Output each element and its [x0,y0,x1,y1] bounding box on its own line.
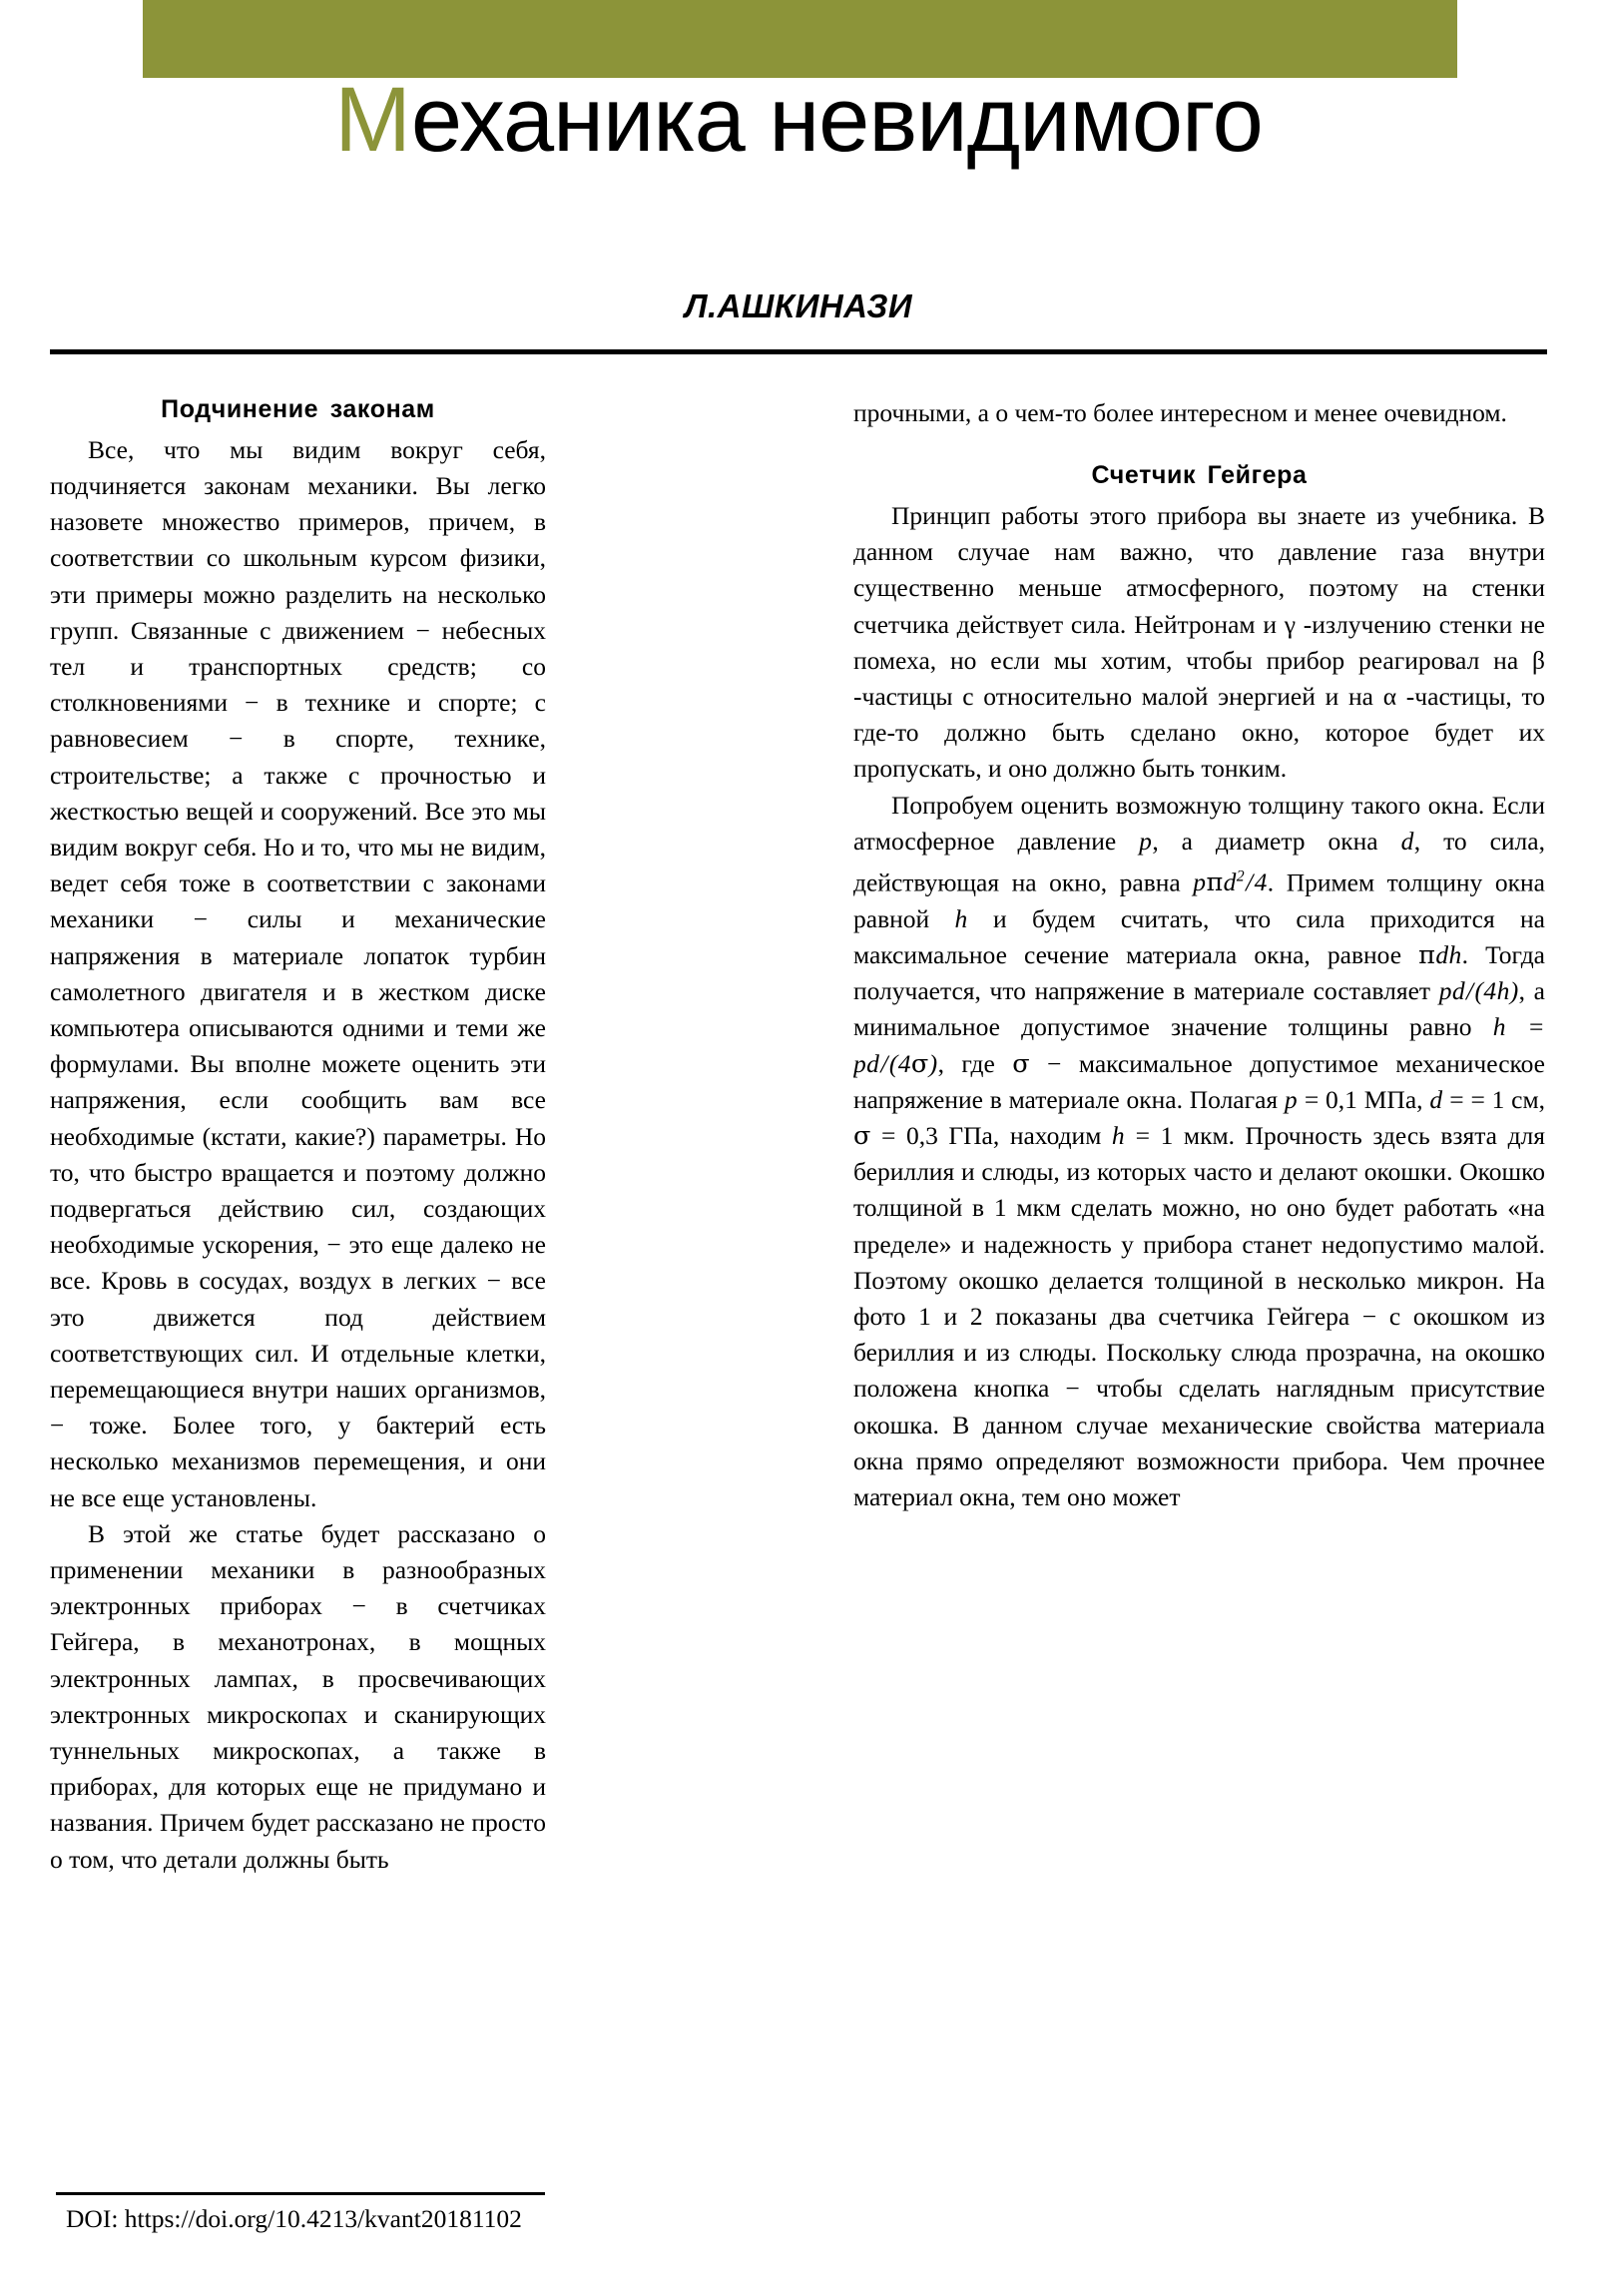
paragraph-right-continuation: прочными, а о чем-то более интересном и менее очевидном. [853,398,1507,427]
left-text-column [50,395,546,2152]
math-expr-stress: pd/(4h) [1438,976,1519,1006]
text-run-h: , где [937,1048,1013,1078]
text-run-g: , а минимальное допустимое значение толщины равно [853,976,1545,1042]
right-text-column [853,395,1545,2272]
math-var-sigma: σ [1012,1048,1030,1079]
paragraph-left-1: Все, что мы видим вокруг себя, подчиняется законам механики. Вы легко назовете множество примеров, причем, в соответствии со школьным курсом физики, эти примеры можно разделить на несколько групп. Связанные с движением − небесных тел и транспортных средств; со столкновениями − в технике и спорте; с равновесием − в спорте, технике, строительстве; а также с прочностью и жесткостью вещей и сооружений. Все это мы видим вокруг себя. Но и то, что мы не видим, ведет себя тоже в соответствии с законами механики − силы и механические напряжения в материале лопаток турбин самолетного двигателя и в жестком диске компьютера описываются одними и теми же формулами. Вы вполне можете оценить эти напряжения, если сообщить вам все необходимые (кстати, какие?) параметры. Но то, что быстро вращается и поэтому должно подвергаться действию сил, создающих необходимые ускорения, − это еще далеко не все. Кровь в сосудах, воздух в легких − все это движется под действием соответствующих сил. И отдельные клетки, перемещающиеся внутри наших организмов, − тоже. Более того, у бактерий есть несколько механизмов перемещения, и они не все еще установлены. [50,434,546,1512]
math-var-d: d [1400,826,1414,856]
text-run-c: , то сила, действующая на окно, равна [853,826,1545,897]
math-var-h: h [954,903,968,933]
paragraph-left-2: В этой же статье будет рассказано о применении механики в разнообразных электронных приборах − в счетчиках Гейгера, в механотронах, в мощных электронных лампах, в просвечивающих электронных микроскопах и сканирующих туннельных микроскопах, а также в приборах, для которых еще не придумано и названия. Причем будет рассказано не просто о том, что детали должны быть [50,1518,546,1874]
paragraph-right-2: Попробуем оценить возможную толщину такого окна. Если атмосферное давление p, а диаметр окна d, то сила, действующая на окно, равна pπd$^2$/4. Примем толщину окна равной h и будем считать, что сила приходится на максимальное сечение материала окна, равное πdh. Тогда получается, что напряжение в материале составляет pd/(4h), а минимальное допустимое значение толщины равно h = pd/(4σ), где σ − максимальное допустимое механическое напряжение в материале окна. Полагая p = 0,1 МПа, d = = 1 см, σ = 0,3 ГПа, находим h = 1 мкм. Прочность здесь взята для бериллия и слюды, из которых часто и делают окошки. Окошко толщиной в 1 мкм сделать можно, но оно будет работать «на пределе» и надежность у прибора станет недопустимо малой. Поэтому окошко делается толщиной в несколько микрон. На фото 1 и 2 показаны два счетчика Гейгера − с окошком из бериллия и из слюды. Поскольку слюда прозрачна, на окошко положена кнопка − чтобы сделать наглядным присутствие окошка. В данном случае механические свойства материала окна прямо определяют возможности прибора. Чем прочнее материал окна, тем оно может [853,790,1545,1511]
math-expr-section: πdh [1418,939,1462,970]
paragraph-right-1: Принцип работы этого прибора вы знаете из учебника. В данном случае нам важно, что давление газа внутри существенно меньше атмосферного, поэтому на стенки счетчика действует сила. Нейтронам и γ -излучению стенки не помеха, но если мы хотим, чтобы прибор реагировал на β -частицы с относительно малой энергией и на α -частицы, то где-то должно быть сделано окно, которое будет их пропускать, и оно должно быть тонким. [853,500,1545,784]
text-run-a: Попробуем оценить возможную толщину такого окна. Если атмосферное давление [853,790,1545,856]
math-value-p: p = 0,1 МПа [1284,1084,1417,1114]
doi-divider-rule [56,2192,545,2195]
text-run-i: − максимальное допустимое механическое напряжение в материале окна. Полагая [853,1048,1545,1114]
title-remainder: еханика невидимого [410,69,1263,171]
math-value-d: d = = 1 см [1429,1084,1539,1114]
text-run-d: . Примем толщину окна равной [853,867,1545,933]
math-expr-force: pπd$^2$/4 [1193,867,1268,898]
doi-text: DOI: https://doi.org/10.4213/kvant20181102 [66,2204,522,2233]
text-run-b: , а диаметр окна [1152,826,1401,856]
text-run-k: . Прочность здесь взята для бериллия и слюды, из которых часто и делают окошки. Окошко толщиной в 1 мкм сделать можно, но оно будет работать «на пределе» и надежность у прибора станет недопустимо малой. Поэтому окошко делается толщиной в несколько микрон. На фото 1 и 2 показаны два счетчика Гейгера − с окошком из бериллия и из слюды. Поскольку слюда прозрачна, на окошко положена кнопка − чтобы сделать наглядным присутствие окошка. В данном случае механические свойства материала окна прямо определяют возможности прибора. Чем прочнее материал окна, тем оно может [853,1120,1545,1511]
title-initial-letter: М [334,69,411,171]
text-run-e: и будем считать, что сила приходится на максимальное сечение материала окна, равное [853,903,1545,969]
header-green-banner [143,0,1457,78]
math-value-h: h = 1 мкм [1111,1120,1229,1150]
math-value-sigma: σ = 0,3 ГПа [853,1120,993,1151]
page-title [0,69,1597,171]
text-run-j: , находим [992,1120,1112,1150]
math-var-p: p [1139,826,1153,856]
math-expr-thickness: h = pd/(4σ) [853,1012,1545,1079]
header-divider-rule [50,349,1547,354]
text-run-f: . Тогда получается, что напряжение в материале составляет [853,939,1545,1006]
section-heading-geiger-counter: Счетчик Гейгера [1091,461,1308,490]
author-name: Л.АШКИНАЗИ [684,287,913,324]
section-heading-podchinenie: Подчинение законам [161,395,435,423]
